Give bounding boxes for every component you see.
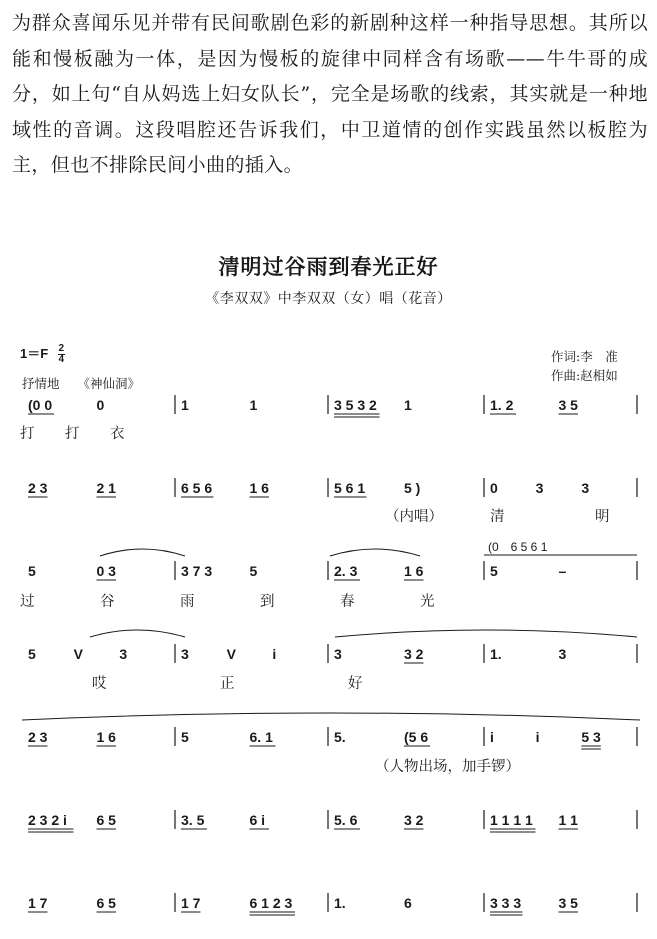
note-group: 1 — [181, 397, 189, 413]
lyric-syllable: 好 — [348, 676, 363, 692]
lyric-syllable: （人物出场，加手锣） — [375, 759, 520, 775]
upper-part: (0 6 5 6 1 — [488, 540, 548, 554]
time-bottom: 4 — [58, 354, 65, 366]
note-group: 3 — [535, 480, 544, 496]
note-group: 3 5 — [558, 895, 578, 911]
note-group: 5 — [490, 563, 498, 579]
time-signature — [58, 344, 65, 365]
note-group: 5 ) — [404, 480, 421, 496]
note-group: 5. — [334, 729, 346, 745]
note-group: 3 — [334, 646, 342, 662]
lyric-syllable: 正 — [220, 676, 235, 692]
lyric-syllable: 到 — [260, 594, 275, 610]
key-label: 1＝F — [20, 346, 49, 361]
note-group: 2. 3 — [334, 563, 358, 579]
lyric-syllable: 打 — [20, 426, 35, 442]
note-group: i — [535, 729, 540, 745]
note-group: 1 7 — [28, 895, 48, 911]
note-group: 1 6 — [404, 563, 424, 579]
note-group: 6 5 — [96, 812, 116, 828]
tempo-text: 抒情地 — [22, 376, 60, 391]
note-group: 6. 1 — [249, 729, 273, 745]
note-group: 5 — [249, 563, 258, 579]
note-group: 3 7 3 — [181, 563, 213, 579]
note-group: 2 3 2 i — [28, 812, 67, 828]
note-group: 1 7 — [181, 895, 201, 911]
note-group: 3 — [181, 646, 189, 662]
note-group: i — [272, 646, 277, 662]
time-top: 2 — [58, 343, 65, 355]
slur-arc — [100, 549, 185, 556]
note-group: 0 3 — [96, 563, 116, 579]
lyric-syllable: 谷 — [100, 594, 115, 610]
note-group: 1 — [249, 397, 258, 413]
note-group: 3 — [581, 480, 590, 496]
lyric-syllable: 过 — [20, 594, 35, 610]
note-group: 3 3 3 — [490, 895, 522, 911]
note-group: 6 5 6 — [181, 480, 213, 496]
note-group: i — [490, 729, 494, 745]
note-group: 1. — [334, 895, 346, 911]
note-group: 1 — [404, 397, 412, 413]
note-group: V — [73, 646, 84, 662]
song-subtitle: 《李双双》中李双双（女）唱（花音） — [205, 291, 452, 307]
note-group: 5 — [28, 646, 36, 662]
note-group: 5 3 — [581, 729, 601, 745]
lyric-syllable: 清 — [490, 509, 505, 525]
note-group: 1 1 — [558, 812, 578, 828]
prose-block — [12, 6, 648, 184]
lyric-syllable: （内唱） — [385, 509, 443, 525]
note-group: 3 — [119, 646, 128, 662]
note-group: 3. 5 — [181, 812, 205, 828]
note-group: 3 2 — [404, 812, 424, 828]
note-group: 3 5 — [558, 397, 578, 413]
key-signature — [20, 343, 65, 365]
note-group: V — [226, 646, 237, 662]
slur-arc — [330, 549, 420, 556]
lyric-syllable: 哎 — [92, 676, 107, 692]
composer-credit: 作曲:赵相如 — [551, 368, 618, 383]
note-group: 5. 6 — [334, 812, 358, 828]
lyric-syllable: 衣 — [110, 426, 125, 442]
slur-arc — [22, 713, 640, 720]
note-group: 5 — [181, 729, 189, 745]
note-group: (0 0 — [28, 397, 53, 413]
note-group: 6 5 — [96, 895, 116, 911]
slur-arc — [335, 630, 637, 637]
note-group: 6 i — [249, 812, 266, 828]
lyric-syllable: 春 — [340, 594, 355, 610]
note-group: 5 6 1 — [334, 480, 366, 496]
note-group: – — [558, 563, 567, 579]
note-group: 3 5 3 2 — [334, 397, 377, 413]
note-group: 1. 2 — [490, 397, 514, 413]
note-group: (5 6 — [404, 729, 429, 745]
note-group: 3 — [558, 646, 567, 662]
tempo-mark — [22, 374, 140, 392]
note-group: 0 — [490, 480, 498, 496]
lyric-syllable: 光 — [420, 594, 435, 610]
lyric-syllable: 明 — [595, 509, 610, 525]
note-group: 6 1 2 3 — [249, 895, 293, 911]
note-group: 2 3 — [28, 729, 48, 745]
prose-paragraph: 为群众喜闻乐见并带有民间歌剧色彩的新剧种这样一种指导思想。其所以能和慢板融为一体，是因为慢板的旋律中同样含有场歌——牛牛哥的成分，如上句“自从妈选上妇女队长”，完全是场歌的线索，其实就是一种地域性的音调。这段唱腔还告诉我们，中卫道情的创作实践虽然以板腔为主，但也不排除民间小曲的插入。 — [12, 12, 648, 176]
note-group: 2 3 — [28, 480, 48, 496]
song-title: 清明过谷雨到春光正好 — [218, 255, 439, 279]
note-group: 0 — [96, 397, 105, 413]
note-group: 2 1 — [96, 480, 116, 496]
note-group: 1. — [490, 646, 502, 662]
slur-arc — [90, 630, 185, 637]
lyricist-credit: 作词:李 准 — [551, 349, 618, 364]
note-group: 1 6 — [249, 480, 269, 496]
lyric-syllable: 雨 — [180, 594, 195, 610]
tune-name: 《神仙洞》 — [77, 376, 141, 391]
note-group: 5 — [28, 563, 36, 579]
note-group: 1 6 — [96, 729, 116, 745]
note-group: 6 — [404, 895, 412, 911]
lyric-syllable: 打 — [65, 426, 80, 442]
note-group: 1 1 1 1 — [490, 812, 533, 828]
note-group: 3 2 — [404, 646, 424, 662]
